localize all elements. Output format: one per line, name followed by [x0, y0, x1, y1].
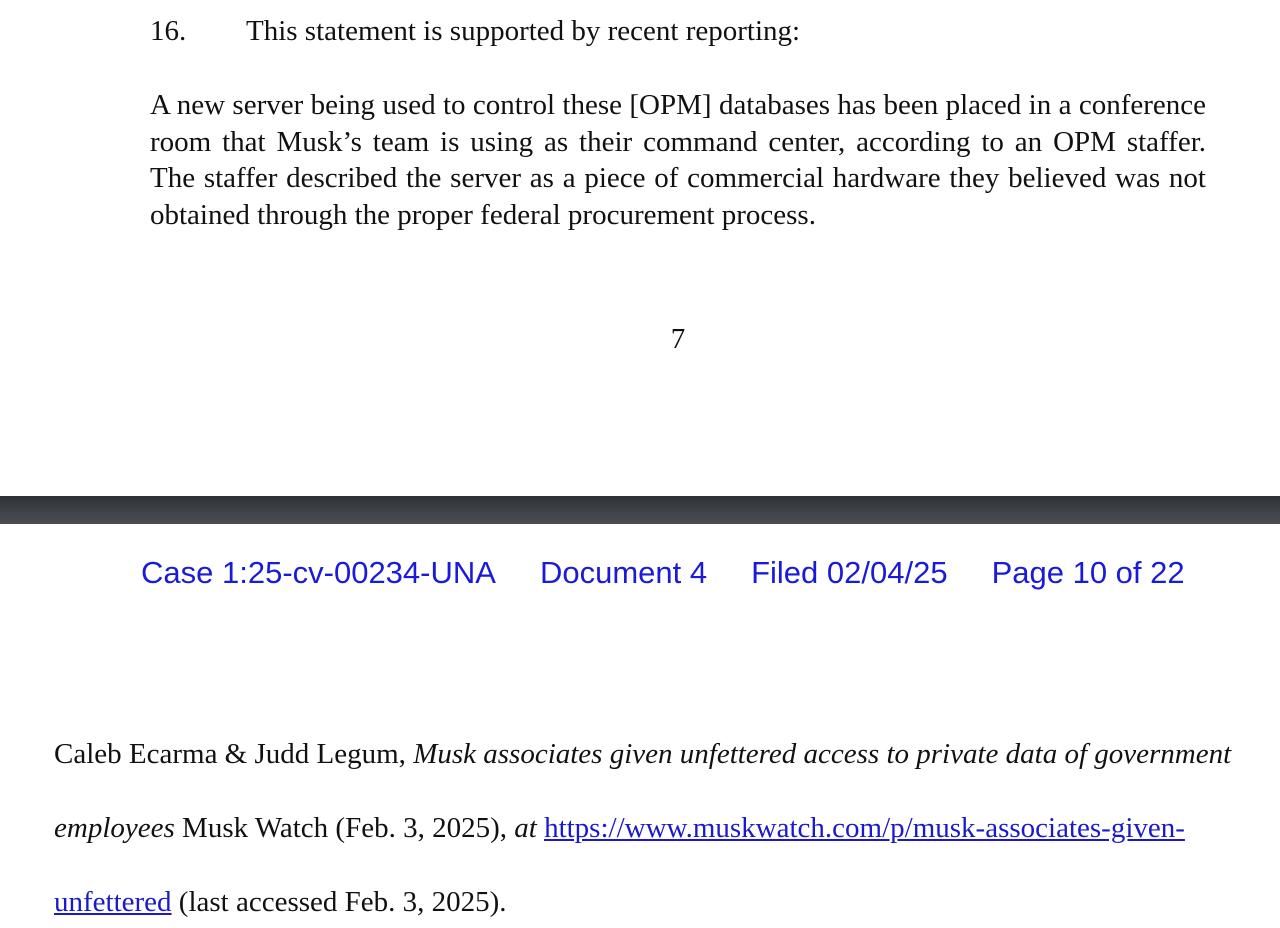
- case-number: Case 1:25-cv-00234-UNA: [141, 555, 496, 590]
- footnote-citation: [54, 717, 1250, 928]
- page-number: 7: [670, 323, 686, 355]
- citation-at: at: [514, 812, 537, 844]
- filed-date: Filed 02/04/25: [751, 555, 948, 590]
- case-header: [141, 554, 1185, 592]
- citation-link[interactable]: https://www.muskwatch.com/p/musk-associates-given-unfettered: [54, 812, 1185, 918]
- citation-tail: (last accessed Feb. 3, 2025).: [171, 886, 507, 918]
- citation-title: Musk associates given unfettered access to private data of government employees: [54, 738, 1232, 844]
- paragraph-lead-text: This statement is supported by recent reporting:: [246, 15, 801, 47]
- block-quote: A new server being used to control these [OPM] databases has been placed in a conference room that Musk’s team is using as their command center, according to an OPM staffer. The staffer described the server as a piece of commercial hardware they believed was not obtained through the proper federal procurement process.: [150, 89, 1206, 231]
- paragraph-16: [150, 14, 800, 48]
- document-number: Document 4: [539, 555, 708, 590]
- citation-authors: Caleb Ecarma & Judd Legum,: [54, 738, 414, 770]
- citation-publication: Musk Watch (Feb. 3, 2025),: [174, 812, 515, 844]
- page-count: Page 10 of 22: [991, 555, 1185, 590]
- paragraph-number: 16.: [150, 15, 187, 47]
- page-divider: [0, 496, 1280, 524]
